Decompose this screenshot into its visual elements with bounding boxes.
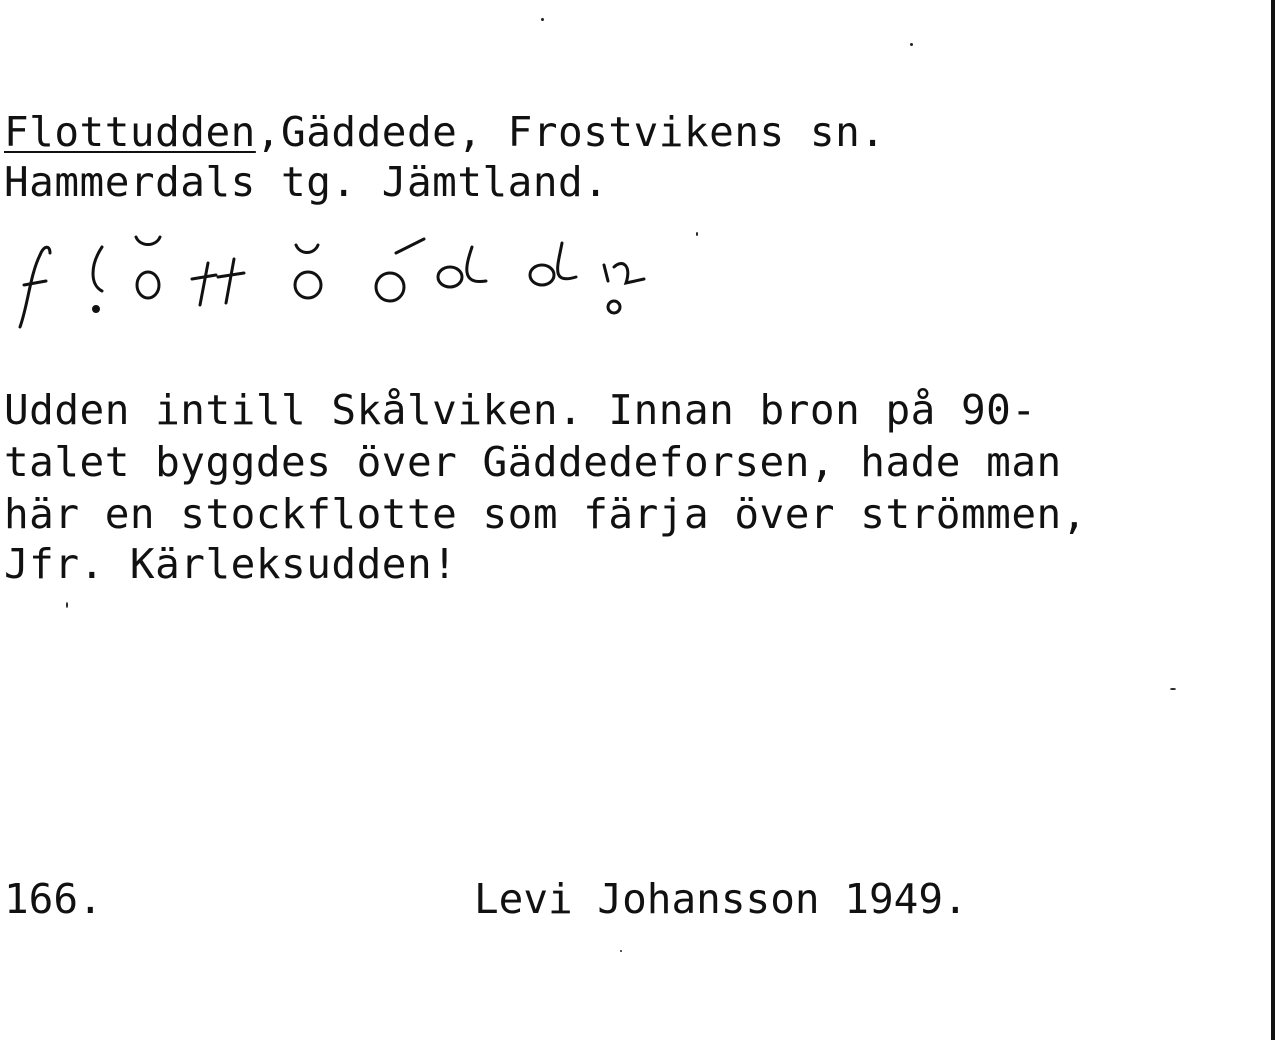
body-line-3: här en stockflotte som färja över strömmen,	[4, 490, 1087, 538]
scan-speck	[910, 43, 913, 46]
author-signature: Levi Johansson 1949.	[474, 875, 968, 923]
headword: Flottudden	[4, 108, 256, 156]
scan-speck	[696, 232, 698, 236]
header-location: ,Gäddede, Frostvikens sn.	[255, 108, 886, 156]
scan-speck	[620, 950, 622, 952]
body-line-2: talet byggdes över Gäddedeforsen, hade man	[4, 438, 1062, 486]
scan-speck	[1170, 688, 1176, 690]
scan-speck	[541, 18, 544, 21]
scan-speck	[66, 602, 68, 608]
phonetic-transcription-handwriting	[10, 215, 710, 335]
body-line-4: Jfr. Kärleksudden!	[4, 540, 458, 588]
card-right-edge	[1271, 0, 1275, 1040]
header-line-2: Hammerdals tg. Jämtland.	[4, 158, 609, 206]
body-line-1: Udden intill Skålviken. Innan bron på 90-	[4, 386, 1037, 434]
header-line-1	[4, 108, 885, 156]
record-number: 166.	[4, 875, 103, 923]
